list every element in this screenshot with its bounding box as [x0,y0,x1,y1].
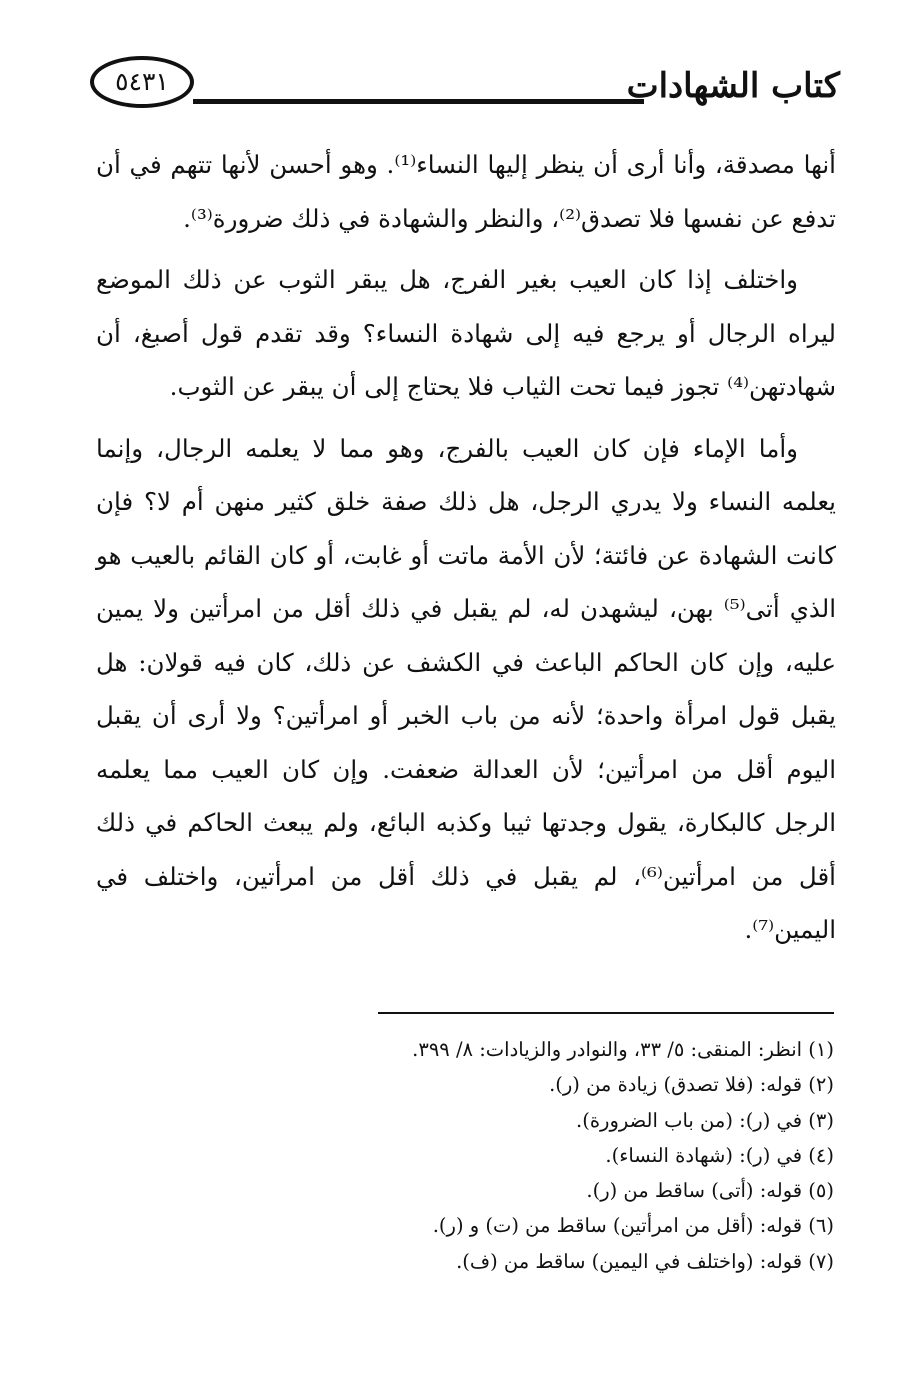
paragraph: أنها مصدقة، وأنا أرى أن ينظر إليها النساء⁽¹⁾. وهو أحسن لأنها تتهم في أن تدفع عن نفسها فلا تصدق⁽²⁾، والنظر والشهادة في ذلك ضرورة⁽³⁾. [96,150,836,233]
paragraph: واختلف إذا كان العيب بغير الفرج، هل يبقر الثوب عن ذلك الموضع ليراه الرجال أو يرجع فيه إلى شهادة النساء؟ وقد تقدم قول أصبغ، أن شهادتهن⁽⁴⁾ تجوز فيما تحت الثياب فلا يحتاج إلى أن يبقر عن الثوب. [96,265,836,401]
page-header [88,52,840,118]
footnote: (٦) قوله: (أقل من امرأتين) ساقط من (ت) و (ر). [432,1214,834,1238]
footnote: (٤) في (ر): (شهادة النساء). [605,1143,834,1167]
footnotes [300,1032,834,1279]
footnote: (٥) قوله: (أتى) ساقط من (ر). [586,1179,834,1203]
page-number: ٥٤٣١ [115,67,169,96]
paragraph: وأما الإماء فإن كان العيب بالفرج، وهو مما لا يعلمه الرجال، وإنما يعلمه النساء ولا يدري الرجل، هل ذلك صفة خلق كثير منهن أم لا؟ فإن كانت الشهادة عن فائتة؛ لأن الأمة ماتت أو غابت، أو كان القائم بالعيب هو الذي أتى⁽⁵⁾ بهن، ليشهدن له، لم يقبل في ذلك أقل من امرأتين ولا يمين عليه، وإن كان الحاكم الباعث في الكشف عن ذلك، كان فيه قولان: هل يقبل قول امرأة واحدة؛ لأنه من باب الخبر أو امرأتين؟ ولا أرى أن يقبل اليوم أقل من امرأتين؛ لأن العدالة ضعفت. وإن كان العيب مما يعلمه الرجل كالبكارة، يقول وجدتها ثيبا وكذبه البائع، ولم يبعث الحاكم في ذلك أقل من امرأتين⁽⁶⁾، لم يقبل في ذلك أقل من امرأتين، واختلف في اليمين⁽⁷⁾. [96,433,837,944]
footnote: (٣) في (ر): (من باب الضرورة). [576,1108,834,1132]
footnote: (٧) قوله: (واختلف في اليمين) ساقط من (ف). [456,1249,834,1273]
book-title: كتاب الشهادات [626,66,840,106]
main-text [96,138,836,965]
footnote: (٢) قوله: (فلا تصدق) زيادة من (ر). [549,1073,834,1097]
footnote-separator [378,1012,834,1014]
footnote: (١) انظر: المنقى: ٥/ ٣٣، والنوادر والزيادات: ٨/ ٣٩٩. [412,1038,834,1061]
page-number-oval [90,56,194,108]
header-rule [193,99,644,104]
